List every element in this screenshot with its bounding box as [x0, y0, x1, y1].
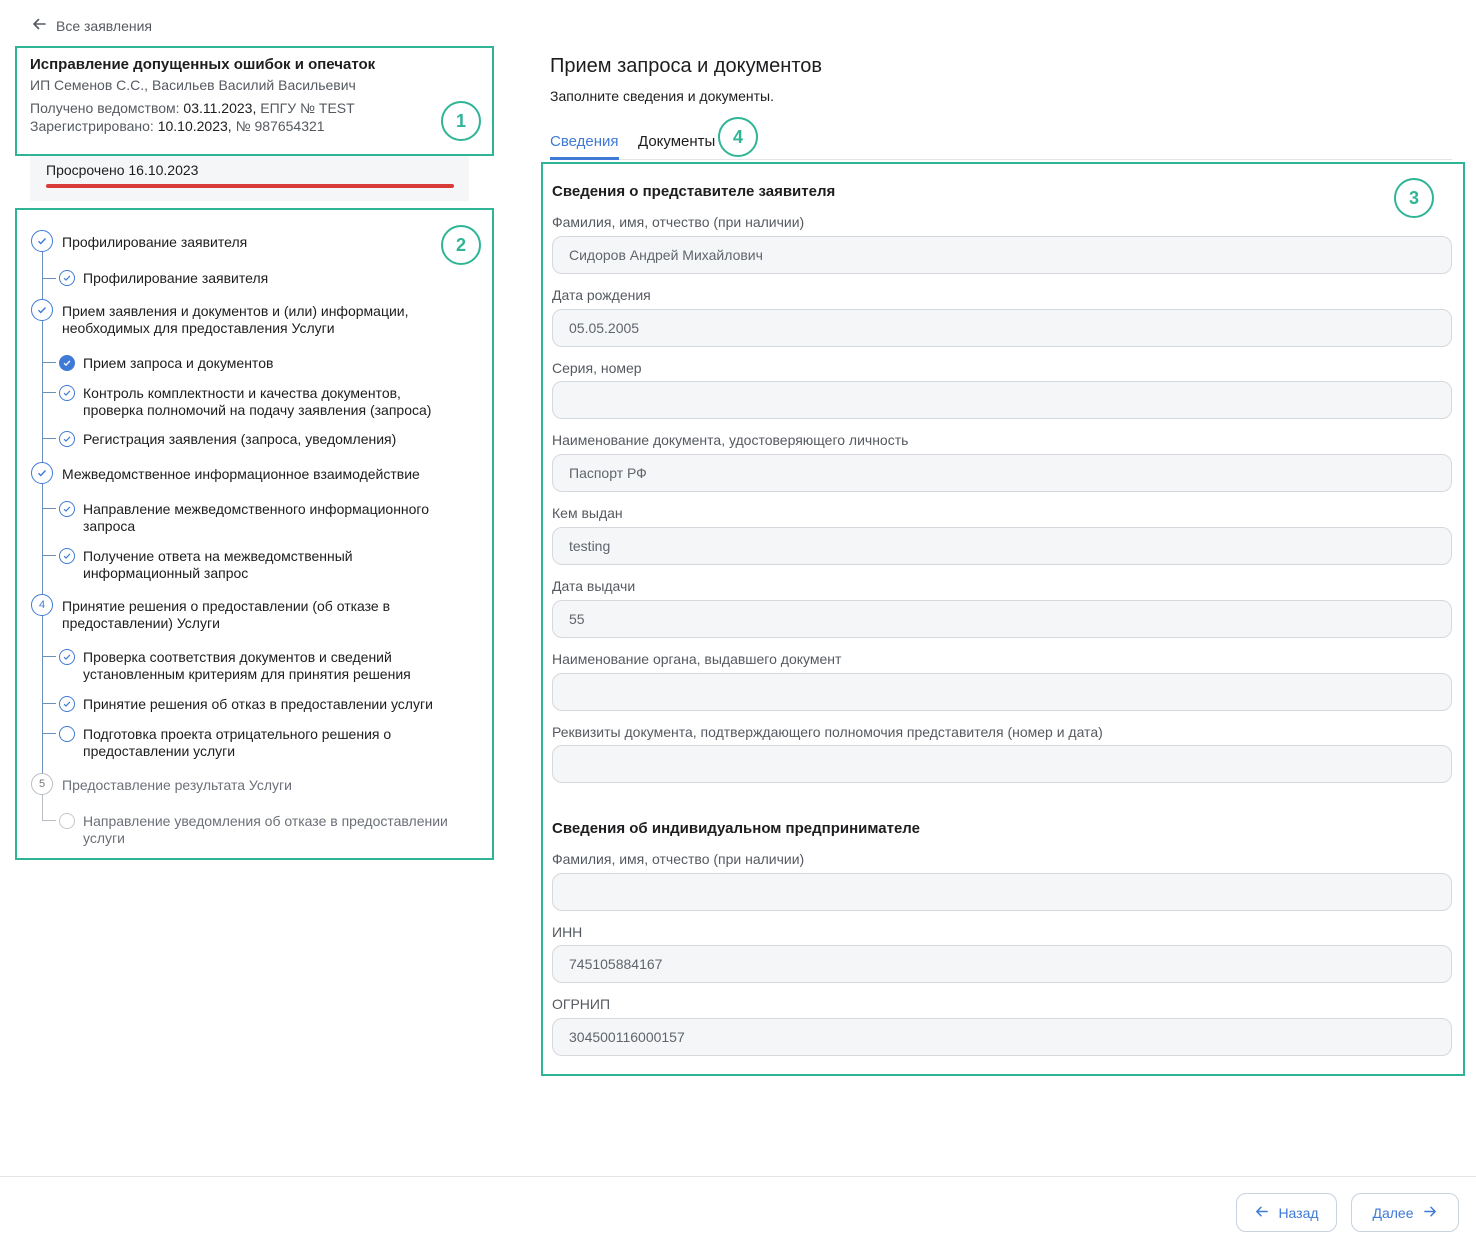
page-subtitle: Заполните сведения и документы. — [550, 88, 774, 104]
check-filled-icon — [59, 355, 75, 371]
step-label: Направление уведомления об отказе в предоставлении услуги — [83, 813, 448, 846]
field-label: ОГРНИП — [552, 996, 611, 1012]
annotation-badge-2: 2 — [441, 225, 481, 265]
annotation-badge-1: 1 — [441, 101, 481, 141]
step-label: Прием заявления и документов и (или) информации, необходимых для предоставления Услуги — [62, 303, 409, 336]
id-document-name-input[interactable]: Паспорт РФ — [552, 454, 1452, 492]
check-icon — [31, 230, 53, 252]
details-form-panel — [541, 162, 1465, 1076]
step-label: Направление межведомственного информационного запроса — [83, 501, 430, 534]
page-title: Прием запроса и документов — [550, 55, 823, 77]
step-label: Проверка соответствия документов и сведений установленным критериям для принятия решения — [83, 649, 411, 682]
entrepreneur-fullname-input[interactable] — [552, 873, 1452, 911]
step-label: Предоставление результата Услуги — [62, 777, 292, 793]
step-label: Профилирование заявителя — [83, 270, 269, 286]
step-label: Контроль комплектности и качества документов, проверка полномочий на подачу заявления (запроса) — [83, 385, 432, 418]
step-label: Получение ответа на межведомственный информационный запрос — [83, 548, 353, 581]
step-label: Профилирование заявителя — [62, 234, 248, 250]
received-date: 03.11.2023, — [183, 100, 257, 116]
branch-line — [42, 532, 56, 556]
annotation-badge-3: 3 — [1394, 178, 1434, 218]
check-icon — [59, 501, 75, 517]
registered-label: Зарегистрировано: — [30, 118, 154, 134]
check-icon — [31, 462, 53, 484]
step-label: Подготовка проекта отрицательного решения о предоставлении услуги — [83, 726, 392, 759]
step-label: Регистрация заявления (запроса, уведомления) — [83, 431, 397, 447]
step-label: Межведомственное информационное взаимодействие — [62, 466, 420, 482]
branch-line — [42, 252, 56, 279]
tab-documents[interactable]: Документы — [638, 133, 716, 150]
arrow-left-icon — [1254, 1204, 1269, 1222]
back-button-label: Назад — [1278, 1204, 1319, 1221]
received-source: ЕПГУ № TEST — [260, 100, 355, 116]
authority-document-input[interactable] — [552, 745, 1452, 783]
branch-line — [42, 680, 56, 704]
step-number-circle: 4 — [31, 594, 53, 616]
check-icon — [59, 270, 75, 286]
branch-line — [42, 484, 56, 509]
branch-line — [42, 634, 56, 657]
step-number-circle: 5 — [31, 773, 53, 795]
section-title-representative: Сведения о представителе заявителя — [552, 183, 836, 200]
application-summary-card — [15, 46, 494, 156]
registered-info — [30, 118, 479, 134]
registered-number: № 987654321 — [235, 118, 325, 134]
field-label: Кем выдан — [552, 505, 623, 521]
check-icon — [59, 431, 75, 447]
field-label: Серия, номер — [552, 360, 642, 376]
field-label: Реквизиты документа, подтверждающего полномочия представителя (номер и дата) — [552, 724, 1103, 740]
overdue-text: Просрочено 16.10.2023 — [46, 162, 199, 178]
applicant-names: ИП Семенов С.С., Васильев Василий Васильевич — [30, 77, 356, 93]
next-button[interactable] — [1351, 1193, 1459, 1232]
tab-bar — [550, 130, 1452, 160]
overdue-status — [30, 156, 469, 201]
overdue-progress-bar — [46, 184, 454, 188]
back-button[interactable] — [1236, 1193, 1337, 1232]
tab-details[interactable]: Сведения — [550, 133, 619, 150]
birth-date-input[interactable]: 05.05.2005 — [552, 309, 1452, 347]
step-label: Принятие решения об отказ в предоставлении услуги — [83, 696, 433, 712]
field-label: Дата рождения — [552, 287, 651, 303]
check-icon — [59, 649, 75, 665]
timeline-line — [42, 242, 43, 787]
section-title-entrepreneur: Сведения об индивидуальном предпринимателе — [552, 820, 920, 837]
arrow-right-icon — [1423, 1204, 1438, 1222]
check-icon — [59, 385, 75, 401]
back-to-applications-link[interactable] — [31, 16, 152, 35]
branch-line — [42, 416, 56, 439]
field-label: ИНН — [552, 924, 583, 940]
empty-circle-icon — [59, 813, 75, 829]
check-icon — [59, 696, 75, 712]
process-steps-panel — [15, 208, 494, 860]
issuing-authority-input[interactable] — [552, 673, 1452, 711]
footer-divider — [0, 1176, 1476, 1177]
received-info — [30, 100, 479, 116]
arrow-left-icon — [31, 16, 47, 35]
field-label: Фамилия, имя, отчество (при наличии) — [552, 851, 805, 867]
issued-by-input[interactable]: testing — [552, 527, 1452, 565]
back-link-label: Все заявления — [56, 17, 153, 34]
inn-input[interactable]: 745105884167 — [552, 945, 1452, 983]
branch-line — [42, 795, 56, 821]
representative-fullname-input[interactable]: Сидоров Андрей Михайлович — [552, 236, 1452, 274]
branch-line — [42, 341, 56, 363]
branch-line — [42, 370, 56, 393]
field-label: Наименование документа, удостоверяющего личность — [552, 432, 909, 448]
series-number-input[interactable] — [552, 381, 1452, 419]
step-label: Прием запроса и документов — [83, 355, 274, 371]
ogrnip-input[interactable]: 304500116000157 — [552, 1018, 1452, 1056]
received-label: Получено ведомством: — [30, 100, 180, 116]
empty-circle-icon — [59, 726, 75, 742]
annotation-badge-4: 4 — [718, 117, 758, 157]
issue-date-input[interactable]: 55 — [552, 600, 1452, 638]
field-label: Дата выдачи — [552, 578, 636, 594]
check-icon — [59, 548, 75, 564]
field-label: Фамилия, имя, отчество (при наличии) — [552, 214, 805, 230]
check-icon — [31, 299, 53, 321]
branch-line — [42, 711, 56, 734]
next-button-label: Далее — [1372, 1204, 1414, 1221]
application-title: Исправление допущенных ошибок и опечаток — [30, 56, 376, 73]
registered-date: 10.10.2023, — [157, 118, 232, 134]
field-label: Наименование органа, выдавшего документ — [552, 651, 842, 667]
step-label: Принятие решения о предоставлении (об отказе в предоставлении) Услуги — [62, 598, 391, 631]
